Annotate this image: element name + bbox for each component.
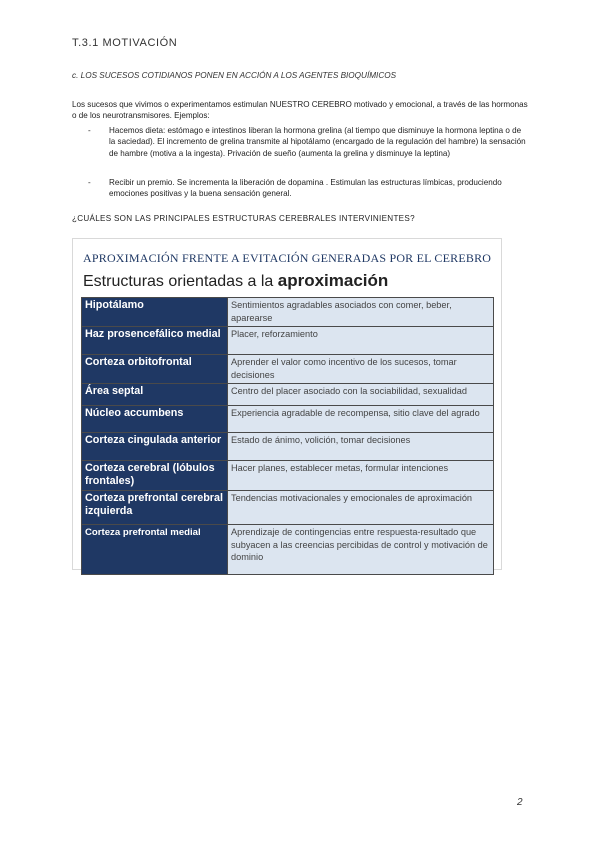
description-cell: Estado de ánimo, volición, tomar decisiones [228, 433, 494, 461]
table-row [82, 406, 494, 433]
table-row [82, 461, 494, 491]
table-row [82, 491, 494, 525]
figure-subtitle-emphasis: aproximación [277, 271, 389, 290]
bullet-text: Recibir un premio. Se incrementa la liberación de dopamina . Estimulan las estructuras límbicas, produciendo emociones positivas y la buena sensación general. [109, 178, 502, 199]
structure-cell: Corteza prefrontal cerebral izquierda [82, 491, 228, 525]
table-row [82, 327, 494, 355]
structure-cell: Núcleo accumbens [82, 406, 228, 433]
figure-subtitle [83, 271, 388, 291]
figure-image [72, 238, 502, 570]
table-row [82, 355, 494, 384]
structure-cell: Corteza cingulada anterior [82, 433, 228, 461]
structure-cell: Hipotálamo [82, 298, 228, 327]
page-title: T.3.1 MOTIVACIÓN [72, 37, 178, 49]
structure-cell: Haz prosencefálico medial [82, 327, 228, 355]
table-row [82, 298, 494, 327]
description-cell: Placer, reforzamiento [228, 327, 494, 355]
description-cell: Aprendizaje de contingencias entre respuesta-resultado que subyacen a las creencias percibidas de control y motivación de dominio [228, 525, 494, 575]
description-cell: Aprender el valor como incentivo de los sucesos, tomar decisiones [228, 355, 494, 384]
figure-title: APROXIMACIÓN FRENTE A EVITACIÓN GENERADAS POR EL CEREBRO [83, 251, 492, 265]
structure-cell: Corteza prefrontal medial [82, 525, 228, 575]
structure-cell: Corteza cerebral (lóbulos frontales) [82, 461, 228, 491]
table-row [82, 525, 494, 575]
bullet-marker: - [88, 178, 91, 187]
figure-subtitle-prefix: Estructuras orientadas a la [83, 273, 278, 290]
structure-cell: Corteza orbitofrontal [82, 355, 228, 384]
page-number: 2 [517, 797, 523, 808]
description-cell: Sentimientos agradables asociados con comer, beber, aparearse [228, 298, 494, 327]
table-row [82, 433, 494, 461]
bullet-text: Hacemos dieta: estómago e intestinos liberan la hormona grelina (al tiempo que disminuye la hormona leptina o de la saciedad). El incremento de grelina transmite al hipotálamo (encargado de la regulación del hambre) la sensación de hambre (motiva a la ingesta). Privación de sueño (aumenta la grelina y disminuye la leptina) [109, 126, 526, 158]
section-subtitle: c. LOS SUCESOS COTIDIANOS PONEN EN ACCIÓN A LOS AGENTES BIOQUÍMICOS [72, 71, 397, 80]
list-item [88, 177, 528, 200]
list-item [88, 125, 528, 159]
intro-paragraph: Los sucesos que vivimos o experimentamos estimulan NUESTRO CEREBRO motivado y emocional, a través de las hormonas o de los neurotransmisores. Ejemplos: [72, 100, 528, 121]
bullet-marker: - [88, 126, 91, 135]
description-cell: Experiencia agradable de recompensa, sitio clave del agrado [228, 406, 494, 433]
structures-table [81, 297, 494, 575]
section-question: ¿CUÁLES SON LAS PRINCIPALES ESTRUCTURAS CEREBRALES INTERVINIENTES? [72, 214, 415, 223]
structure-cell: Área septal [82, 384, 228, 406]
description-cell: Tendencias motivacionales y emocionales de aproximación [228, 491, 494, 525]
table-row [82, 384, 494, 406]
description-cell: Centro del placer asociado con la sociabilidad, sexualidad [228, 384, 494, 406]
description-cell: Hacer planes, establecer metas, formular intenciones [228, 461, 494, 491]
